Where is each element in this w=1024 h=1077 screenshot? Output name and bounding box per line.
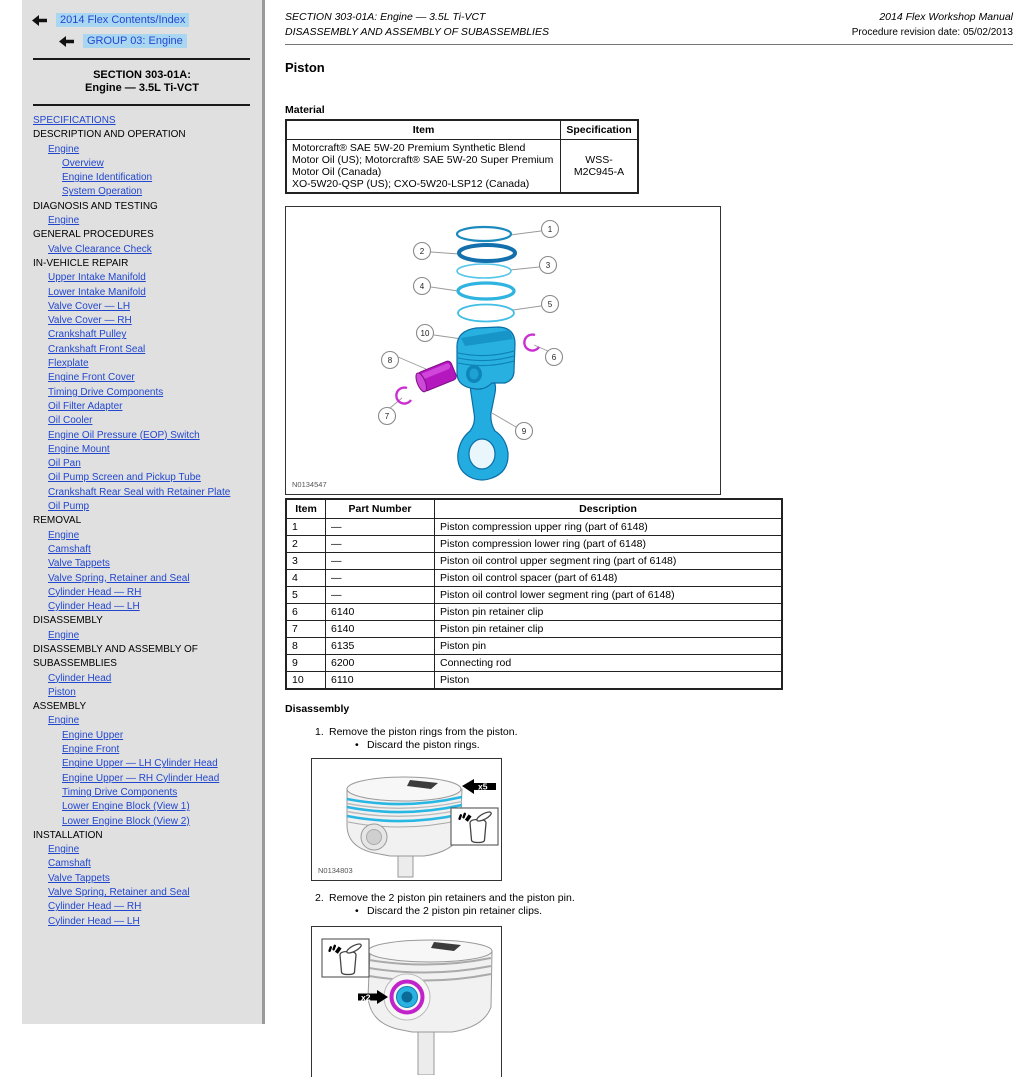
sidebar-section-header: DESCRIPTION AND OPERATION	[33, 129, 186, 141]
sidebar-link[interactable]: Crankshaft Rear Seal with Retainer Plate	[48, 486, 231, 498]
sidebar-link[interactable]: Overview	[62, 157, 104, 169]
table-row	[286, 621, 782, 638]
header-rule	[285, 44, 1013, 45]
parts-col-item: Item	[286, 499, 326, 519]
table-row	[286, 570, 782, 587]
sidebar-section-header: DIAGNOSIS AND TESTING	[33, 200, 158, 212]
step-2-figure	[311, 926, 502, 1077]
material-col-item: Item	[286, 120, 561, 140]
parts-col-part-number: Part Number	[326, 499, 435, 519]
sidebar-link[interactable]: Valve Tappets	[48, 558, 110, 570]
ring-3	[457, 264, 511, 278]
bullet-icon: •	[355, 905, 359, 917]
table-cell: Connecting rod	[435, 655, 783, 672]
table-cell: —	[326, 553, 435, 570]
table-cell: 2	[286, 536, 326, 553]
table-cell: Piston oil control upper segment ring (part of 6148)	[435, 553, 783, 570]
bullet-icon: •	[355, 739, 359, 751]
step-number: 2.	[315, 892, 324, 904]
piston-pin	[414, 360, 458, 393]
disassembly-heading: Disassembly	[285, 703, 350, 715]
table-cell: 9	[286, 655, 326, 672]
sidebar-link[interactable]: Engine Front Cover	[48, 372, 135, 384]
table-cell: —	[326, 536, 435, 553]
callout-number: 8	[387, 356, 393, 365]
ring-2	[459, 245, 515, 261]
table-cell: Piston pin retainer clip	[435, 604, 783, 621]
table-cell: 5	[286, 587, 326, 604]
material-spec-line2: M2C945-A	[573, 166, 625, 178]
step-2	[315, 892, 1013, 904]
table-cell: 4	[286, 570, 326, 587]
table-row	[286, 553, 782, 570]
table-cell: Piston pin	[435, 638, 783, 655]
sidebar-section-header: DISASSEMBLY	[33, 615, 103, 627]
divider	[33, 104, 250, 106]
ring-1	[457, 227, 511, 241]
material-item-line1: Motorcraft® SAE 5W-20 Premium Synthetic Blend Motor Oil (US); Motorcraft® SAE 5W-20 Super Premium Motor Oil (Canada)	[292, 142, 554, 178]
figure-label: N0134803	[318, 866, 353, 875]
discard-trash-icon	[322, 939, 369, 977]
sidebar-link[interactable]: Engine Front	[62, 744, 120, 756]
table-cell: —	[326, 570, 435, 587]
material-item-cell	[286, 140, 561, 194]
back-link-group-engine[interactable]: GROUP 03: Engine	[83, 34, 187, 48]
sidebar-link[interactable]: Valve Clearance Check	[48, 243, 152, 255]
table-cell: Piston compression lower ring (part of 6148)	[435, 536, 783, 553]
sidebar-section-header: GENERAL PROCEDURES	[33, 229, 154, 241]
content-area	[285, 0, 1013, 1077]
document-header	[285, 0, 1013, 40]
piston-rings-removal-image	[312, 759, 501, 880]
table-cell: 6	[286, 604, 326, 621]
table-cell: Piston	[435, 672, 783, 690]
sidebar-section-header: REMOVAL	[33, 515, 82, 527]
callout-number: 10	[420, 329, 430, 338]
piston-exploded-diagram	[286, 207, 720, 494]
callout-number: 2	[419, 247, 425, 256]
discard-trash-icon	[451, 808, 498, 845]
sidebar-link[interactable]: Valve Tappets	[48, 872, 110, 884]
sidebar-section-header: DISASSEMBLY AND ASSEMBLY OF SUBASSEMBLIES	[33, 643, 198, 670]
table-cell: 6110	[326, 672, 435, 690]
back-arrow-icon[interactable]	[59, 36, 74, 47]
table-cell: 10	[286, 672, 326, 690]
parts-table	[285, 498, 783, 690]
sidebar-link[interactable]: Camshaft	[48, 543, 91, 555]
sidebar-link[interactable]: Oil Cooler	[48, 415, 93, 427]
ring-4	[458, 283, 514, 299]
callout-number: 4	[419, 282, 425, 291]
header-manual-title: 2014 Flex Workshop Manual	[879, 11, 1013, 23]
sidebar-link[interactable]: Piston	[48, 686, 76, 698]
back-row-group	[59, 34, 262, 48]
sidebar-link[interactable]: Camshaft	[48, 858, 91, 870]
sidebar	[22, 0, 265, 1024]
sidebar-link[interactable]: Valve Cover — RH	[48, 315, 132, 327]
step-1	[315, 726, 1013, 738]
sidebar-link[interactable]: Engine Upper — RH Cylinder Head	[62, 772, 220, 784]
sidebar-link[interactable]: Engine	[48, 629, 80, 641]
sidebar-link[interactable]: Cylinder Head — RH	[48, 586, 142, 598]
sidebar-link[interactable]: Engine	[48, 844, 80, 856]
table-row	[286, 536, 782, 553]
retainer-clip-7	[396, 388, 411, 404]
sidebar-link[interactable]: Engine	[48, 143, 80, 155]
page-title: Piston	[285, 60, 325, 75]
quantity-badge: x5	[478, 781, 488, 792]
sidebar-section-header: INSTALLATION	[33, 829, 103, 841]
sidebar-link[interactable]: Engine	[48, 215, 80, 227]
parts-col-description: Description	[435, 499, 783, 519]
step-1-figure	[311, 758, 502, 881]
table-row	[286, 140, 638, 194]
callout-number: 1	[547, 225, 553, 234]
sidebar-link[interactable]: Flexplate	[48, 358, 89, 370]
sidebar-link[interactable]: Oil Pan	[48, 458, 81, 470]
table-row	[286, 638, 782, 655]
material-spec-cell	[561, 140, 639, 194]
sidebar-link[interactable]: Engine Mount	[48, 443, 110, 455]
sidebar-link[interactable]: Cylinder Head — LH	[48, 915, 140, 927]
sidebar-link[interactable]: Valve Spring, Retainer and Seal	[48, 887, 190, 899]
step-text: Remove the piston rings from the piston.	[329, 726, 518, 738]
callout-number: 7	[384, 412, 390, 421]
sidebar-link[interactable]: Oil Pump Screen and Pickup Tube	[48, 472, 201, 484]
step-number: 1.	[315, 726, 324, 738]
table-row	[286, 604, 782, 621]
sidebar-link[interactable]: Engine Oil Pressure (EOP) Switch	[48, 429, 200, 441]
sidebar-link[interactable]: Valve Spring, Retainer and Seal	[48, 572, 190, 584]
table-cell: 8	[286, 638, 326, 655]
material-table	[285, 119, 639, 194]
table-cell: Piston compression upper ring (part of 6148)	[435, 519, 783, 536]
sidebar-nav	[22, 114, 262, 929]
sidebar-link[interactable]: Cylinder Head — RH	[48, 901, 142, 913]
table-row	[286, 519, 782, 536]
back-link-contents-index[interactable]: 2014 Flex Contents/Index	[56, 13, 189, 27]
table-cell: Piston oil control lower segment ring (part of 6148)	[435, 587, 783, 604]
sidebar-link[interactable]: Timing Drive Components	[62, 786, 178, 798]
sidebar-link[interactable]: Oil Pump	[48, 501, 90, 513]
table-cell: 7	[286, 621, 326, 638]
back-row-contents	[32, 13, 262, 27]
retainer-clip-6	[524, 335, 539, 351]
bullet-text: Discard the piston rings.	[367, 739, 480, 751]
divider	[33, 58, 250, 60]
table-row	[286, 655, 782, 672]
table-header-row	[286, 499, 782, 519]
sidebar-link[interactable]: Engine	[48, 529, 80, 541]
sidebar-link[interactable]: Timing Drive Components	[48, 386, 164, 398]
table-cell: 6140	[326, 621, 435, 638]
step-2-bullet	[355, 905, 1013, 917]
table-header-row	[286, 120, 638, 140]
table-cell: 6140	[326, 604, 435, 621]
header-revision-date: Procedure revision date: 05/02/2013	[851, 27, 1013, 38]
figure-label: N0134547	[292, 480, 327, 489]
callout-number: 3	[545, 261, 551, 270]
sidebar-link[interactable]: Cylinder Head	[48, 672, 112, 684]
table-cell: 3	[286, 553, 326, 570]
sidebar-link[interactable]: Engine Upper — LH Cylinder Head	[62, 758, 218, 770]
piston-pin-removal-image	[312, 927, 501, 1075]
sidebar-link[interactable]: Lower Engine Block (View 1)	[62, 801, 190, 813]
sidebar-link[interactable]: Engine	[48, 715, 80, 727]
material-col-spec: Specification	[561, 120, 639, 140]
material-item-line2: XO-5W20-QSP (US); CXO-5W20-LSP12 (Canada)	[292, 178, 530, 190]
material-heading: Material	[285, 104, 325, 116]
table-row	[286, 587, 782, 604]
sidebar-link[interactable]: Lower Intake Manifold	[48, 286, 146, 298]
table-cell: —	[326, 587, 435, 604]
table-row	[286, 672, 782, 690]
sidebar-section-header: ASSEMBLY	[33, 701, 87, 713]
material-spec-line1: WSS-	[585, 154, 613, 166]
sidebar-link[interactable]: Cylinder Head — LH	[48, 601, 140, 613]
document-header-left	[285, 10, 549, 40]
back-arrow-icon[interactable]	[32, 15, 47, 26]
ring-5	[458, 305, 514, 322]
header-subsection-line: DISASSEMBLY AND ASSEMBLY OF SUBASSEMBLIES	[285, 26, 549, 38]
quantity-badge: x2	[361, 992, 371, 1003]
sidebar-section-title	[22, 69, 262, 94]
header-section-line: SECTION 303-01A: Engine — 3.5L Ti-VCT	[285, 11, 486, 23]
section-title-line2: Engine — 3.5L Ti-VCT	[85, 81, 199, 94]
table-cell: 6200	[326, 655, 435, 672]
table-cell: Piston pin retainer clip	[435, 621, 783, 638]
table-cell: 1	[286, 519, 326, 536]
bullet-text: Discard the 2 piston pin retainer clips.	[367, 905, 543, 917]
sidebar-link[interactable]: Engine Upper	[62, 729, 124, 741]
table-cell: Piston oil control spacer (part of 6148)	[435, 570, 783, 587]
callout-number: 6	[551, 353, 557, 362]
sidebar-link[interactable]: SPECIFICATIONS	[33, 115, 116, 126]
table-cell: —	[326, 519, 435, 536]
parts-table-body	[286, 519, 782, 690]
callout-number: 5	[547, 300, 553, 309]
step-text: Remove the 2 piston pin retainers and the piston pin.	[329, 892, 575, 904]
sidebar-link[interactable]: Upper Intake Manifold	[48, 272, 146, 284]
sidebar-link[interactable]: System Operation	[62, 186, 143, 198]
table-cell: 6135	[326, 638, 435, 655]
section-title-line1: SECTION 303-01A:	[93, 69, 191, 81]
sidebar-link[interactable]: Lower Engine Block (View 2)	[62, 815, 190, 827]
sidebar-link[interactable]: Crankshaft Front Seal	[48, 343, 146, 355]
sidebar-section-header: IN-VEHICLE REPAIR	[33, 257, 129, 269]
sidebar-link[interactable]: Valve Cover — LH	[48, 300, 131, 312]
step-1-bullet	[355, 739, 1013, 751]
piston-exploded-figure	[285, 206, 721, 495]
sidebar-link[interactable]: Oil Filter Adapter	[48, 400, 123, 412]
sidebar-link[interactable]: Engine Identification	[62, 172, 153, 184]
document-header-right	[852, 10, 1013, 40]
sidebar-link[interactable]: Crankshaft Pulley	[48, 329, 127, 341]
callout-number: 9	[521, 427, 527, 436]
